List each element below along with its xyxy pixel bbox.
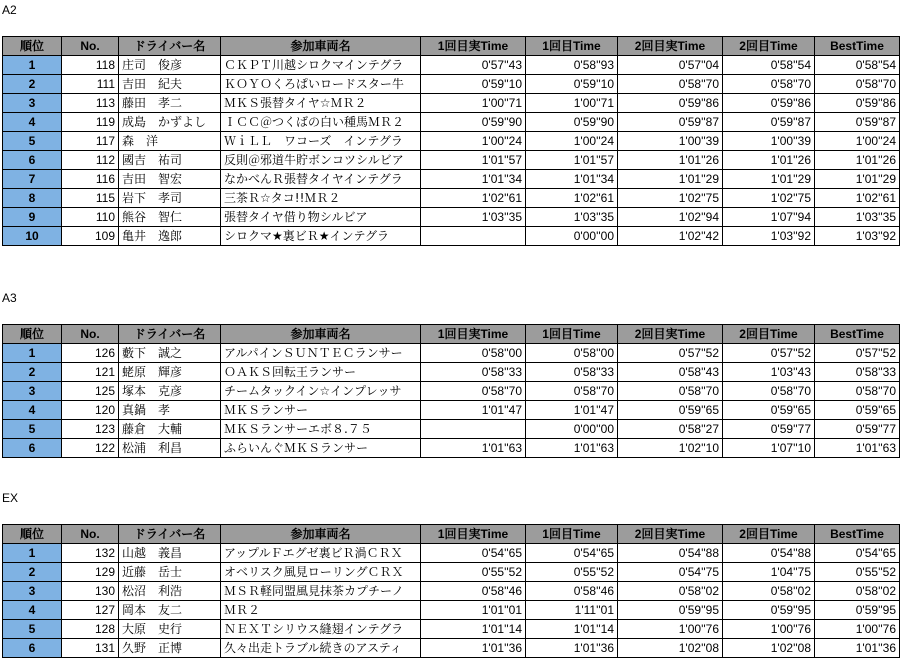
header-row [3,525,900,544]
driver-name-cell: 庄司 俊彦 [119,56,221,75]
header-best-time: BestTime [815,37,900,56]
run2-time-cell: 1'04''75 [723,563,815,582]
section-title-a3: A3 [2,291,17,305]
run2-time-cell: 1'07''10 [723,439,815,458]
run1-actual-time-cell [421,420,526,439]
car-name-cell: ＭＫＳランサー [221,401,421,420]
rank-cell: 2 [3,75,62,94]
section-title-a2: A2 [2,3,17,17]
car-number-cell: 130 [62,582,119,601]
header-number: No. [62,37,119,56]
run1-time-cell: 1'02''61 [526,189,618,208]
car-number-cell: 118 [62,56,119,75]
run1-actual-time-cell: 0'58''00 [421,344,526,363]
best-time-cell: 1'00''24 [815,132,900,151]
rank-cell: 4 [3,401,62,420]
run1-actual-time-cell: 0'55''52 [421,563,526,582]
car-name-cell: ＭＫＳランサーエボ８.７５ [221,420,421,439]
driver-name-cell: 森 洋 [119,132,221,151]
best-time-cell: 0'59''77 [815,420,900,439]
run2-time-cell: 0'58''02 [723,582,815,601]
rank-cell: 5 [3,620,62,639]
header-car-name: 参加車両名 [221,37,421,56]
header-driver-name: ドライバー名 [119,325,221,344]
car-name-cell: ＮＥＸＴシリウス縫翅インテグラ [221,620,421,639]
driver-name-cell: 松沼 利浩 [119,582,221,601]
best-time-cell: 1'01''26 [815,151,900,170]
run2-time-cell: 1'00''39 [723,132,815,151]
run1-actual-time-cell [421,227,526,246]
rank-cell: 6 [3,639,62,658]
table-row [3,151,900,170]
run1-time-cell: 1'01''57 [526,151,618,170]
run1-actual-time-cell: 1'01''63 [421,439,526,458]
header-number: No. [62,525,119,544]
run2-actual-time-cell: 0'58''27 [618,420,723,439]
run2-actual-time-cell: 1'02''75 [618,189,723,208]
car-name-cell: ふらいんぐＭＫＳランサー [221,439,421,458]
table-row [3,563,900,582]
rank-cell: 10 [3,227,62,246]
car-name-cell: ＩＣＣ＠つくばの白い種馬ＭＲ２ [221,113,421,132]
run2-actual-time-cell: 0'54''75 [618,563,723,582]
best-time-cell: 0'59''65 [815,401,900,420]
run2-actual-time-cell: 0'59''86 [618,94,723,113]
table-row [3,620,900,639]
header-run2-time: 2回目Time [723,525,815,544]
run2-time-cell: 1'02''08 [723,639,815,658]
car-number-cell: 117 [62,132,119,151]
run2-actual-time-cell: 1'01''29 [618,170,723,189]
run1-time-cell: 0'58''33 [526,363,618,382]
run1-actual-time-cell: 0'58''70 [421,382,526,401]
run2-time-cell: 0'59''87 [723,113,815,132]
run1-actual-time-cell: 0'59''90 [421,113,526,132]
run1-time-cell: 0'58''70 [526,382,618,401]
run1-time-cell: 1'01''63 [526,439,618,458]
best-time-cell: 0'58''33 [815,363,900,382]
car-name-cell: 反則＠邪道牛貯ボンコツシルビア [221,151,421,170]
run2-time-cell: 1'00''76 [723,620,815,639]
rank-cell: 8 [3,189,62,208]
rank-cell: 1 [3,56,62,75]
header-rank: 順位 [3,525,62,544]
rank-cell: 3 [3,382,62,401]
best-time-cell: 0'58''70 [815,75,900,94]
run1-time-cell: 0'58''00 [526,344,618,363]
run1-time-cell: 0'00''00 [526,420,618,439]
run2-actual-time-cell: 0'59''87 [618,113,723,132]
run2-actual-time-cell: 0'57''04 [618,56,723,75]
run1-actual-time-cell: 1'01''47 [421,401,526,420]
header-rank: 順位 [3,37,62,56]
car-number-cell: 111 [62,75,119,94]
table-row [3,94,900,113]
results-table-a3 [2,324,900,458]
run1-time-cell: 1'01''14 [526,620,618,639]
run1-actual-time-cell: 0'57''43 [421,56,526,75]
rank-cell: 1 [3,544,62,563]
car-name-cell: ＭＫＳ張替タイヤ☆ＭＲ２ [221,94,421,113]
car-name-cell: ＯＡＫＳ回転王ランサー [221,363,421,382]
car-number-cell: 119 [62,113,119,132]
run2-actual-time-cell: 0'54''88 [618,544,723,563]
header-row [3,37,900,56]
rank-cell: 7 [3,170,62,189]
run2-time-cell: 1'03''43 [723,363,815,382]
car-name-cell: なかべんＲ張替タイヤインテグラ [221,170,421,189]
run1-time-cell: 1'03''35 [526,208,618,227]
run2-time-cell: 0'57''52 [723,344,815,363]
driver-name-cell: 吉田 紀夫 [119,75,221,94]
run2-time-cell: 1'02''75 [723,189,815,208]
header-car-name: 参加車両名 [221,325,421,344]
header-number: No. [62,325,119,344]
run1-time-cell: 0'54''65 [526,544,618,563]
header-run2-actual-time: 2回目実Time [618,37,723,56]
run1-actual-time-cell: 0'58''46 [421,582,526,601]
run2-time-cell: 0'58''54 [723,56,815,75]
car-number-cell: 120 [62,401,119,420]
car-name-cell: ＷｉＬＬ ワコーズ インテグラ [221,132,421,151]
run2-actual-time-cell: 0'59''65 [618,401,723,420]
car-number-cell: 131 [62,639,119,658]
car-name-cell: 張替タイヤ借り物シルビア [221,208,421,227]
run2-time-cell: 1'07''94 [723,208,815,227]
run1-actual-time-cell: 0'54''65 [421,544,526,563]
table-row [3,227,900,246]
header-run1-time: 1回目Time [526,37,618,56]
run1-time-cell: 0'55''52 [526,563,618,582]
car-number-cell: 126 [62,344,119,363]
run2-actual-time-cell: 0'58''43 [618,363,723,382]
table-row [3,382,900,401]
header-run2-actual-time: 2回目実Time [618,325,723,344]
run2-actual-time-cell: 1'01''26 [618,151,723,170]
car-name-cell: 久々出走トラブル続きのアスティ [221,639,421,658]
car-name-cell: 三茶Ｒ☆タコ!!ＭＲ２ [221,189,421,208]
run1-actual-time-cell: 1'00''24 [421,132,526,151]
table-row [3,544,900,563]
run2-actual-time-cell: 0'59''95 [618,601,723,620]
table-row [3,189,900,208]
rank-cell: 4 [3,601,62,620]
car-number-cell: 132 [62,544,119,563]
run1-actual-time-cell: 1'01''01 [421,601,526,620]
best-time-cell: 0'59''86 [815,94,900,113]
car-number-cell: 127 [62,601,119,620]
car-name-cell: アルパインＳＵＮＴＥＣランサー [221,344,421,363]
run1-actual-time-cell: 1'01''57 [421,151,526,170]
driver-name-cell: 藪下 誠之 [119,344,221,363]
run1-actual-time-cell: 1'01''34 [421,170,526,189]
rank-cell: 2 [3,563,62,582]
run2-time-cell: 1'03''92 [723,227,815,246]
table-row [3,132,900,151]
header-run1-time: 1回目Time [526,525,618,544]
best-time-cell: 1'01''29 [815,170,900,189]
car-number-cell: 129 [62,563,119,582]
best-time-cell: 1'03''92 [815,227,900,246]
run2-time-cell: 0'59''65 [723,401,815,420]
table-row [3,56,900,75]
driver-name-cell: 藤田 孝二 [119,94,221,113]
run2-actual-time-cell: 0'58''02 [618,582,723,601]
table-row [3,75,900,94]
header-best-time: BestTime [815,325,900,344]
car-number-cell: 116 [62,170,119,189]
best-time-cell: 1'02''61 [815,189,900,208]
run1-time-cell: 1'11''01 [526,601,618,620]
run2-time-cell: 0'59''86 [723,94,815,113]
run2-actual-time-cell: 1'02''08 [618,639,723,658]
header-row [3,325,900,344]
header-run2-time: 2回目Time [723,325,815,344]
table-row [3,582,900,601]
rank-cell: 3 [3,582,62,601]
driver-name-cell: 真鍋 孝 [119,401,221,420]
car-number-cell: 112 [62,151,119,170]
rank-cell: 5 [3,132,62,151]
header-run2-actual-time: 2回目実Time [618,525,723,544]
run1-actual-time-cell: 1'00''71 [421,94,526,113]
run1-time-cell: 1'00''71 [526,94,618,113]
header-run1-actual-time: 1回目実Time [421,525,526,544]
run2-time-cell: 0'59''77 [723,420,815,439]
table-row [3,601,900,620]
run1-time-cell: 0'59''10 [526,75,618,94]
run1-time-cell: 0'00''00 [526,227,618,246]
run2-actual-time-cell: 1'02''94 [618,208,723,227]
best-time-cell: 0'58''70 [815,382,900,401]
driver-name-cell: 亀井 逸郎 [119,227,221,246]
run1-time-cell: 1'00''24 [526,132,618,151]
best-time-cell: 0'58''02 [815,582,900,601]
best-time-cell: 0'59''87 [815,113,900,132]
car-name-cell: チームタックイン☆インプレッサ [221,382,421,401]
run1-actual-time-cell: 1'02''61 [421,189,526,208]
header-run2-time: 2回目Time [723,37,815,56]
header-rank: 順位 [3,325,62,344]
best-time-cell: 0'58''54 [815,56,900,75]
table-row [3,401,900,420]
driver-name-cell: 成島 かずよし [119,113,221,132]
run2-actual-time-cell: 1'00''39 [618,132,723,151]
table-row [3,170,900,189]
car-name-cell: アップルＦエグゼ裏ビＲ渦ＣＲＸ [221,544,421,563]
table-row [3,639,900,658]
best-time-cell: 0'57''52 [815,344,900,363]
car-name-cell: ＣＫＰＴ川越シロクマインテグラ [221,56,421,75]
run2-time-cell: 0'58''70 [723,382,815,401]
run1-time-cell: 0'58''46 [526,582,618,601]
run2-time-cell: 0'54''88 [723,544,815,563]
car-name-cell: シロクマ★裏ビＲ★インテグラ [221,227,421,246]
best-time-cell: 1'00''76 [815,620,900,639]
header-run1-actual-time: 1回目実Time [421,325,526,344]
car-number-cell: 110 [62,208,119,227]
results-table-a2 [2,36,900,246]
run2-actual-time-cell: 0'58''70 [618,382,723,401]
car-number-cell: 121 [62,363,119,382]
car-name-cell: オベリスク風見ローリングＣＲＸ [221,563,421,582]
run1-actual-time-cell: 1'01''36 [421,639,526,658]
car-name-cell: ＫＯＹＯくろぱいロードスター牛 [221,75,421,94]
car-number-cell: 113 [62,94,119,113]
car-name-cell: ＭＲ２ [221,601,421,620]
driver-name-cell: 藤倉 大輔 [119,420,221,439]
results-table-ex [2,524,900,658]
rank-cell: 9 [3,208,62,227]
driver-name-cell: 熊谷 智仁 [119,208,221,227]
header-driver-name: ドライバー名 [119,525,221,544]
driver-name-cell: 岡本 友二 [119,601,221,620]
car-number-cell: 125 [62,382,119,401]
run1-actual-time-cell: 0'58''33 [421,363,526,382]
run2-time-cell: 0'58''70 [723,75,815,94]
run2-time-cell: 1'01''26 [723,151,815,170]
driver-name-cell: 久野 正博 [119,639,221,658]
table-row [3,363,900,382]
run2-time-cell: 0'59''95 [723,601,815,620]
driver-name-cell: 松浦 利昌 [119,439,221,458]
run1-time-cell: 1'01''34 [526,170,618,189]
run2-actual-time-cell: 1'02''10 [618,439,723,458]
section-title-ex: EX [2,491,19,505]
car-number-cell: 122 [62,439,119,458]
rank-cell: 3 [3,94,62,113]
driver-name-cell: 塚本 克彦 [119,382,221,401]
table-row [3,344,900,363]
run2-actual-time-cell: 0'58''70 [618,75,723,94]
rank-cell: 4 [3,113,62,132]
run1-time-cell: 0'58''93 [526,56,618,75]
rank-cell: 6 [3,439,62,458]
best-time-cell: 0'54''65 [815,544,900,563]
car-number-cell: 115 [62,189,119,208]
table-row [3,208,900,227]
best-time-cell: 1'01''36 [815,639,900,658]
best-time-cell: 0'59''95 [815,601,900,620]
car-number-cell: 128 [62,620,119,639]
run1-time-cell: 1'01''36 [526,639,618,658]
run1-time-cell: 1'01''47 [526,401,618,420]
driver-name-cell: 國吉 祐司 [119,151,221,170]
best-time-cell: 0'55''52 [815,563,900,582]
header-car-name: 参加車両名 [221,525,421,544]
run1-time-cell: 0'59''90 [526,113,618,132]
run1-actual-time-cell: 0'59''10 [421,75,526,94]
driver-name-cell: 大原 史行 [119,620,221,639]
rank-cell: 2 [3,363,62,382]
best-time-cell: 1'03''35 [815,208,900,227]
table-row [3,439,900,458]
car-number-cell: 109 [62,227,119,246]
header-best-time: BestTime [815,525,900,544]
header-run1-time: 1回目Time [526,325,618,344]
table-row [3,113,900,132]
driver-name-cell: 山越 義昌 [119,544,221,563]
driver-name-cell: 蛯原 輝彦 [119,363,221,382]
car-name-cell: ＭＳＲ軽同盟風見抹茶カプチーノ [221,582,421,601]
driver-name-cell: 近藤 岳士 [119,563,221,582]
header-driver-name: ドライバー名 [119,37,221,56]
best-time-cell: 1'01''63 [815,439,900,458]
table-row [3,420,900,439]
run2-actual-time-cell: 1'00''76 [618,620,723,639]
run2-actual-time-cell: 1'02''42 [618,227,723,246]
driver-name-cell: 岩下 孝司 [119,189,221,208]
rank-cell: 6 [3,151,62,170]
rank-cell: 5 [3,420,62,439]
driver-name-cell: 吉田 智宏 [119,170,221,189]
run1-actual-time-cell: 1'03''35 [421,208,526,227]
run2-time-cell: 1'01''29 [723,170,815,189]
car-number-cell: 123 [62,420,119,439]
header-run1-actual-time: 1回目実Time [421,37,526,56]
run2-actual-time-cell: 0'57''52 [618,344,723,363]
rank-cell: 1 [3,344,62,363]
run1-actual-time-cell: 1'01''14 [421,620,526,639]
